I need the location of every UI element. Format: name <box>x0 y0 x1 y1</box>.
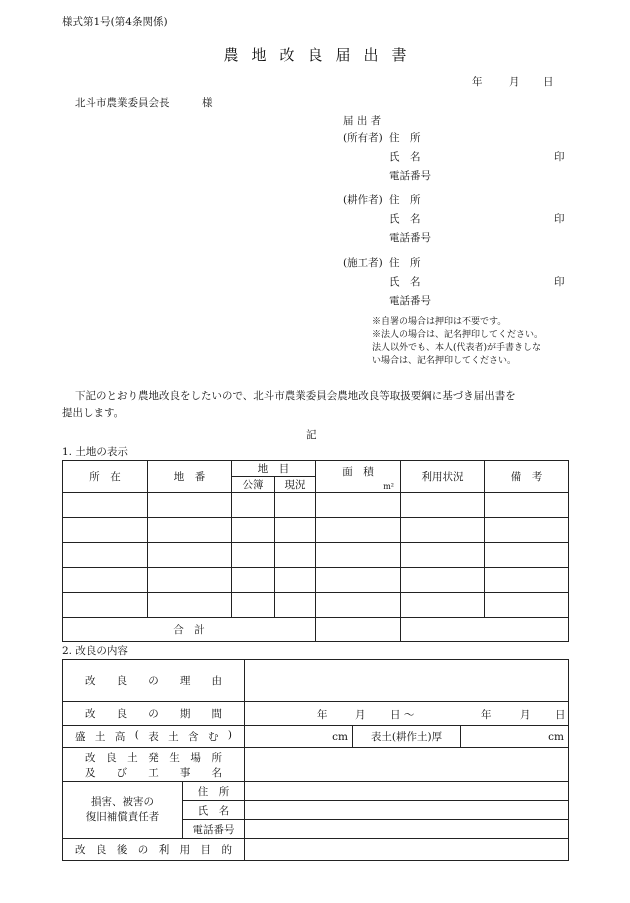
contractor-seal: 印 <box>554 276 565 288</box>
cell[interactable] <box>401 593 485 618</box>
improvement-table <box>62 659 569 861</box>
col-area-label: 面 積 <box>342 466 374 478</box>
responsible-name-label: 氏 名 <box>183 801 245 820</box>
cultivator-seal: 印 <box>554 213 565 225</box>
owner-name-label: 氏 名 <box>389 151 421 163</box>
cell[interactable] <box>316 543 401 568</box>
table-row <box>63 593 569 618</box>
cell[interactable] <box>148 543 232 568</box>
cell[interactable] <box>316 593 401 618</box>
note-line: ※法人の場合は、記名押印してください。 <box>372 330 544 340</box>
total-blank-cell <box>401 618 569 642</box>
col-lot-number: 地 番 <box>148 461 232 493</box>
period-field[interactable]: 年 月 日 〜 年 月 日 <box>245 702 569 726</box>
total-label: 合 計 <box>63 618 316 642</box>
addressee: 北斗市農業委員会長 <box>75 97 170 109</box>
cultivator-name-label: 氏 名 <box>389 213 421 225</box>
cell[interactable] <box>232 493 275 518</box>
cell[interactable] <box>63 593 148 618</box>
cultivator-address-label: 住 所 <box>389 194 421 206</box>
total-row <box>63 618 569 642</box>
cell[interactable] <box>485 543 569 568</box>
total-area-cell[interactable] <box>316 618 401 642</box>
cell[interactable] <box>148 493 232 518</box>
fill-height-field[interactable]: cm <box>245 726 353 748</box>
section-2-heading: 2. 改良の内容 <box>62 645 128 657</box>
source-label: 改 良 土 発 生 場 所 及 び 工 事 名 <box>63 748 245 782</box>
col-registry: 公簿 <box>232 477 275 493</box>
contractor-label: (施工者) <box>343 257 383 269</box>
table-row <box>63 543 569 568</box>
cell[interactable] <box>275 493 316 518</box>
col-area-unit: m² <box>383 482 394 491</box>
filer-label: 届 出 者 <box>343 115 382 127</box>
owner-address-label: 住 所 <box>389 132 421 144</box>
cell[interactable] <box>148 593 232 618</box>
cell[interactable] <box>63 543 148 568</box>
cell[interactable] <box>63 518 148 543</box>
cell[interactable] <box>232 568 275 593</box>
col-usage: 利用状況 <box>401 461 485 493</box>
col-area <box>316 461 401 493</box>
reason-label: 改 良 の 理 由 <box>63 660 245 702</box>
body-text-line-2: 提出します。 <box>62 407 125 419</box>
cell[interactable] <box>232 518 275 543</box>
notes <box>372 316 543 368</box>
page-title: 農地改良届出書 <box>223 46 420 64</box>
cultivator-phone-label: 電話番号 <box>389 232 431 244</box>
contractor-name-label: 氏 名 <box>389 276 421 288</box>
responsible-address-field[interactable] <box>245 782 569 801</box>
responsible-phone-label: 電話番号 <box>183 820 245 839</box>
form-id: 様式第1号(第4条関係) <box>62 16 168 28</box>
col-location: 所 在 <box>63 461 148 493</box>
cell[interactable] <box>316 518 401 543</box>
topsoil-field[interactable]: cm <box>461 726 569 748</box>
source-field[interactable] <box>245 748 569 782</box>
note-line: ※自署の場合は押印は不要です。 <box>372 317 507 327</box>
cell[interactable] <box>148 568 232 593</box>
cell[interactable] <box>401 493 485 518</box>
cell[interactable] <box>275 593 316 618</box>
cell[interactable] <box>485 568 569 593</box>
reason-field[interactable] <box>245 660 569 702</box>
col-land-category: 地 目 <box>232 461 316 477</box>
cell[interactable] <box>232 543 275 568</box>
cultivator-label: (耕作者) <box>343 194 383 206</box>
fill-height-label: 盛 土 高 ( 表 土 含 む ) <box>63 726 245 748</box>
responsible-label: 損害、被害の 復旧補償責任者 <box>63 782 183 839</box>
cell[interactable] <box>316 568 401 593</box>
table-row <box>63 518 569 543</box>
owner-label: (所有者) <box>343 132 383 144</box>
purpose-label: 改 良 後 の 利 用 目 的 <box>63 839 245 861</box>
cell[interactable] <box>401 518 485 543</box>
col-remarks: 備 考 <box>485 461 569 493</box>
owner-phone-label: 電話番号 <box>389 170 431 182</box>
section-1-heading: 1. 土地の表示 <box>62 446 128 458</box>
contractor-address-label: 住 所 <box>389 257 421 269</box>
ki-label: 記 <box>306 429 317 441</box>
date-year: 年 <box>472 76 483 88</box>
cell[interactable] <box>316 493 401 518</box>
responsible-phone-field[interactable] <box>245 820 569 839</box>
cell[interactable] <box>275 518 316 543</box>
addressee-honorific: 様 <box>202 97 213 109</box>
cell[interactable] <box>485 493 569 518</box>
purpose-field[interactable] <box>245 839 569 861</box>
col-current: 現況 <box>275 477 316 493</box>
cell[interactable] <box>275 568 316 593</box>
cell[interactable] <box>148 518 232 543</box>
date-month: 月 <box>509 76 520 88</box>
cell[interactable] <box>275 543 316 568</box>
responsible-name-field[interactable] <box>245 801 569 820</box>
cell[interactable] <box>401 543 485 568</box>
responsible-address-label: 住 所 <box>183 782 245 801</box>
topsoil-label: 表土(耕作土)厚 <box>353 726 461 748</box>
table-row <box>63 568 569 593</box>
land-table <box>62 460 569 642</box>
contractor-phone-label: 電話番号 <box>389 295 431 307</box>
cell[interactable] <box>485 518 569 543</box>
body-text-line-1: 下記のとおり農地改良をしたいので、北斗市農業委員会農地改良等取扱要綱に基づき届出書を <box>75 390 516 402</box>
cell[interactable] <box>401 568 485 593</box>
date-day: 日 <box>543 76 554 88</box>
note-line: い場合は、記名押印してください。 <box>372 356 517 366</box>
table-row <box>63 493 569 518</box>
note-line: 法人以外でも、本人(代表者)が手書きしな <box>372 343 542 353</box>
period-label: 改 良 の 期 間 <box>63 702 245 726</box>
cell[interactable] <box>63 568 148 593</box>
cell[interactable] <box>232 593 275 618</box>
cell[interactable] <box>485 593 569 618</box>
cell[interactable] <box>63 493 148 518</box>
owner-seal: 印 <box>554 151 565 163</box>
